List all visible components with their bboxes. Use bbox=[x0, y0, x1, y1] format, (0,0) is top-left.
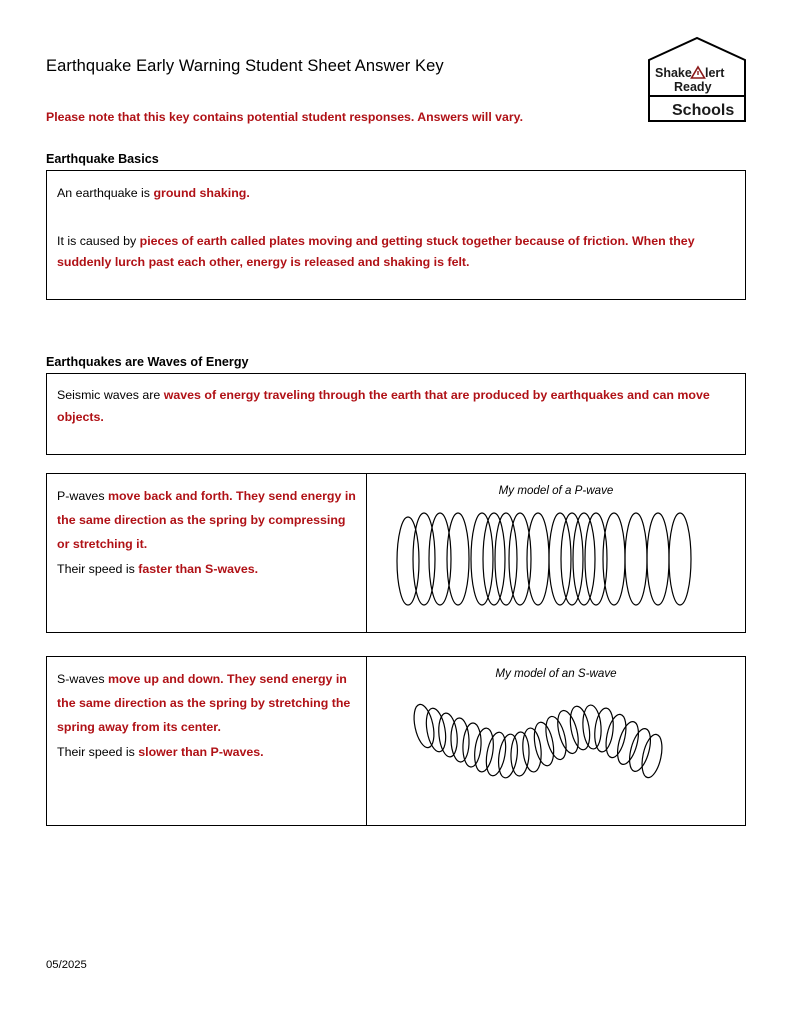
basics-answer-1: ground shaking. bbox=[153, 186, 250, 200]
s-wave-prompt-1: S-waves bbox=[57, 672, 108, 686]
p-wave-answer-2: faster than S-waves. bbox=[138, 561, 259, 576]
svg-text:Schools: Schools bbox=[672, 102, 735, 119]
s-wave-prompt-2: Their speed is bbox=[57, 744, 139, 759]
p-wave-line-1 bbox=[57, 484, 356, 557]
basics-answer-2: pieces of earth called plates moving and getting stuck together because of friction. When they suddenly lurch past each other, energy is released and shaking is felt. bbox=[57, 233, 695, 270]
svg-text:lert: lert bbox=[705, 66, 725, 80]
waves-line-1 bbox=[57, 385, 731, 428]
s-wave-line-1 bbox=[57, 667, 356, 740]
shakealert-ready-schools-logo bbox=[647, 36, 747, 123]
answer-box-p-wave bbox=[46, 473, 746, 633]
s-wave-spring-drawing bbox=[386, 682, 726, 807]
svg-text:Ready: Ready bbox=[674, 80, 712, 94]
p-wave-model-cell bbox=[367, 474, 745, 632]
p-wave-answer-1: move back and forth. They send energy in the same direction as the spring by compressing or stretching it. bbox=[57, 489, 356, 552]
answer-box-earthquake-basics bbox=[46, 170, 746, 300]
p-wave-prompt-2: Their speed is bbox=[57, 561, 139, 576]
waves-prompt-1: Seismic waves are bbox=[57, 388, 164, 402]
p-wave-line-2 bbox=[57, 557, 356, 581]
p-wave-text-cell bbox=[47, 474, 367, 632]
answer-box-s-wave bbox=[46, 656, 746, 826]
basics-blank-line bbox=[57, 205, 731, 231]
waves-answer-1: waves of energy traveling through the earth that are produced by earthquakes and can move objects. bbox=[57, 388, 710, 424]
page-title: Earthquake Early Warning Student Sheet Answer Key bbox=[46, 57, 444, 75]
basics-prompt-2: It is caused by bbox=[57, 233, 140, 248]
section-heading-waves-of-energy: Earthquakes are Waves of Energy bbox=[46, 355, 249, 369]
answer-box-seismic-waves bbox=[46, 373, 746, 455]
answer-key-note: Please note that this key contains potential student responses. Answers will vary. bbox=[46, 110, 523, 124]
s-wave-line-2 bbox=[57, 740, 356, 764]
basics-prompt-1: An earthquake is bbox=[57, 186, 154, 200]
section-heading-earthquake-basics: Earthquake Basics bbox=[46, 152, 159, 166]
p-wave-model-caption: My model of a P-wave bbox=[498, 484, 614, 497]
s-wave-answer-1: move up and down. They send energy in the same direction as the spring by stretching the spring away from its center. bbox=[57, 672, 351, 735]
s-wave-model-cell bbox=[367, 657, 745, 825]
s-wave-text-cell bbox=[47, 657, 367, 825]
s-wave-model-caption: My model of an S-wave bbox=[495, 667, 617, 680]
p-wave-prompt-1: P-waves bbox=[57, 489, 108, 503]
p-wave-spring-drawing bbox=[386, 499, 726, 619]
basics-line-1 bbox=[57, 183, 731, 205]
s-wave-answer-2: slower than P-waves. bbox=[138, 744, 264, 759]
basics-line-2 bbox=[57, 231, 731, 274]
footer-date: 05/2025 bbox=[46, 959, 87, 971]
svg-text:Shake: Shake bbox=[655, 66, 692, 80]
